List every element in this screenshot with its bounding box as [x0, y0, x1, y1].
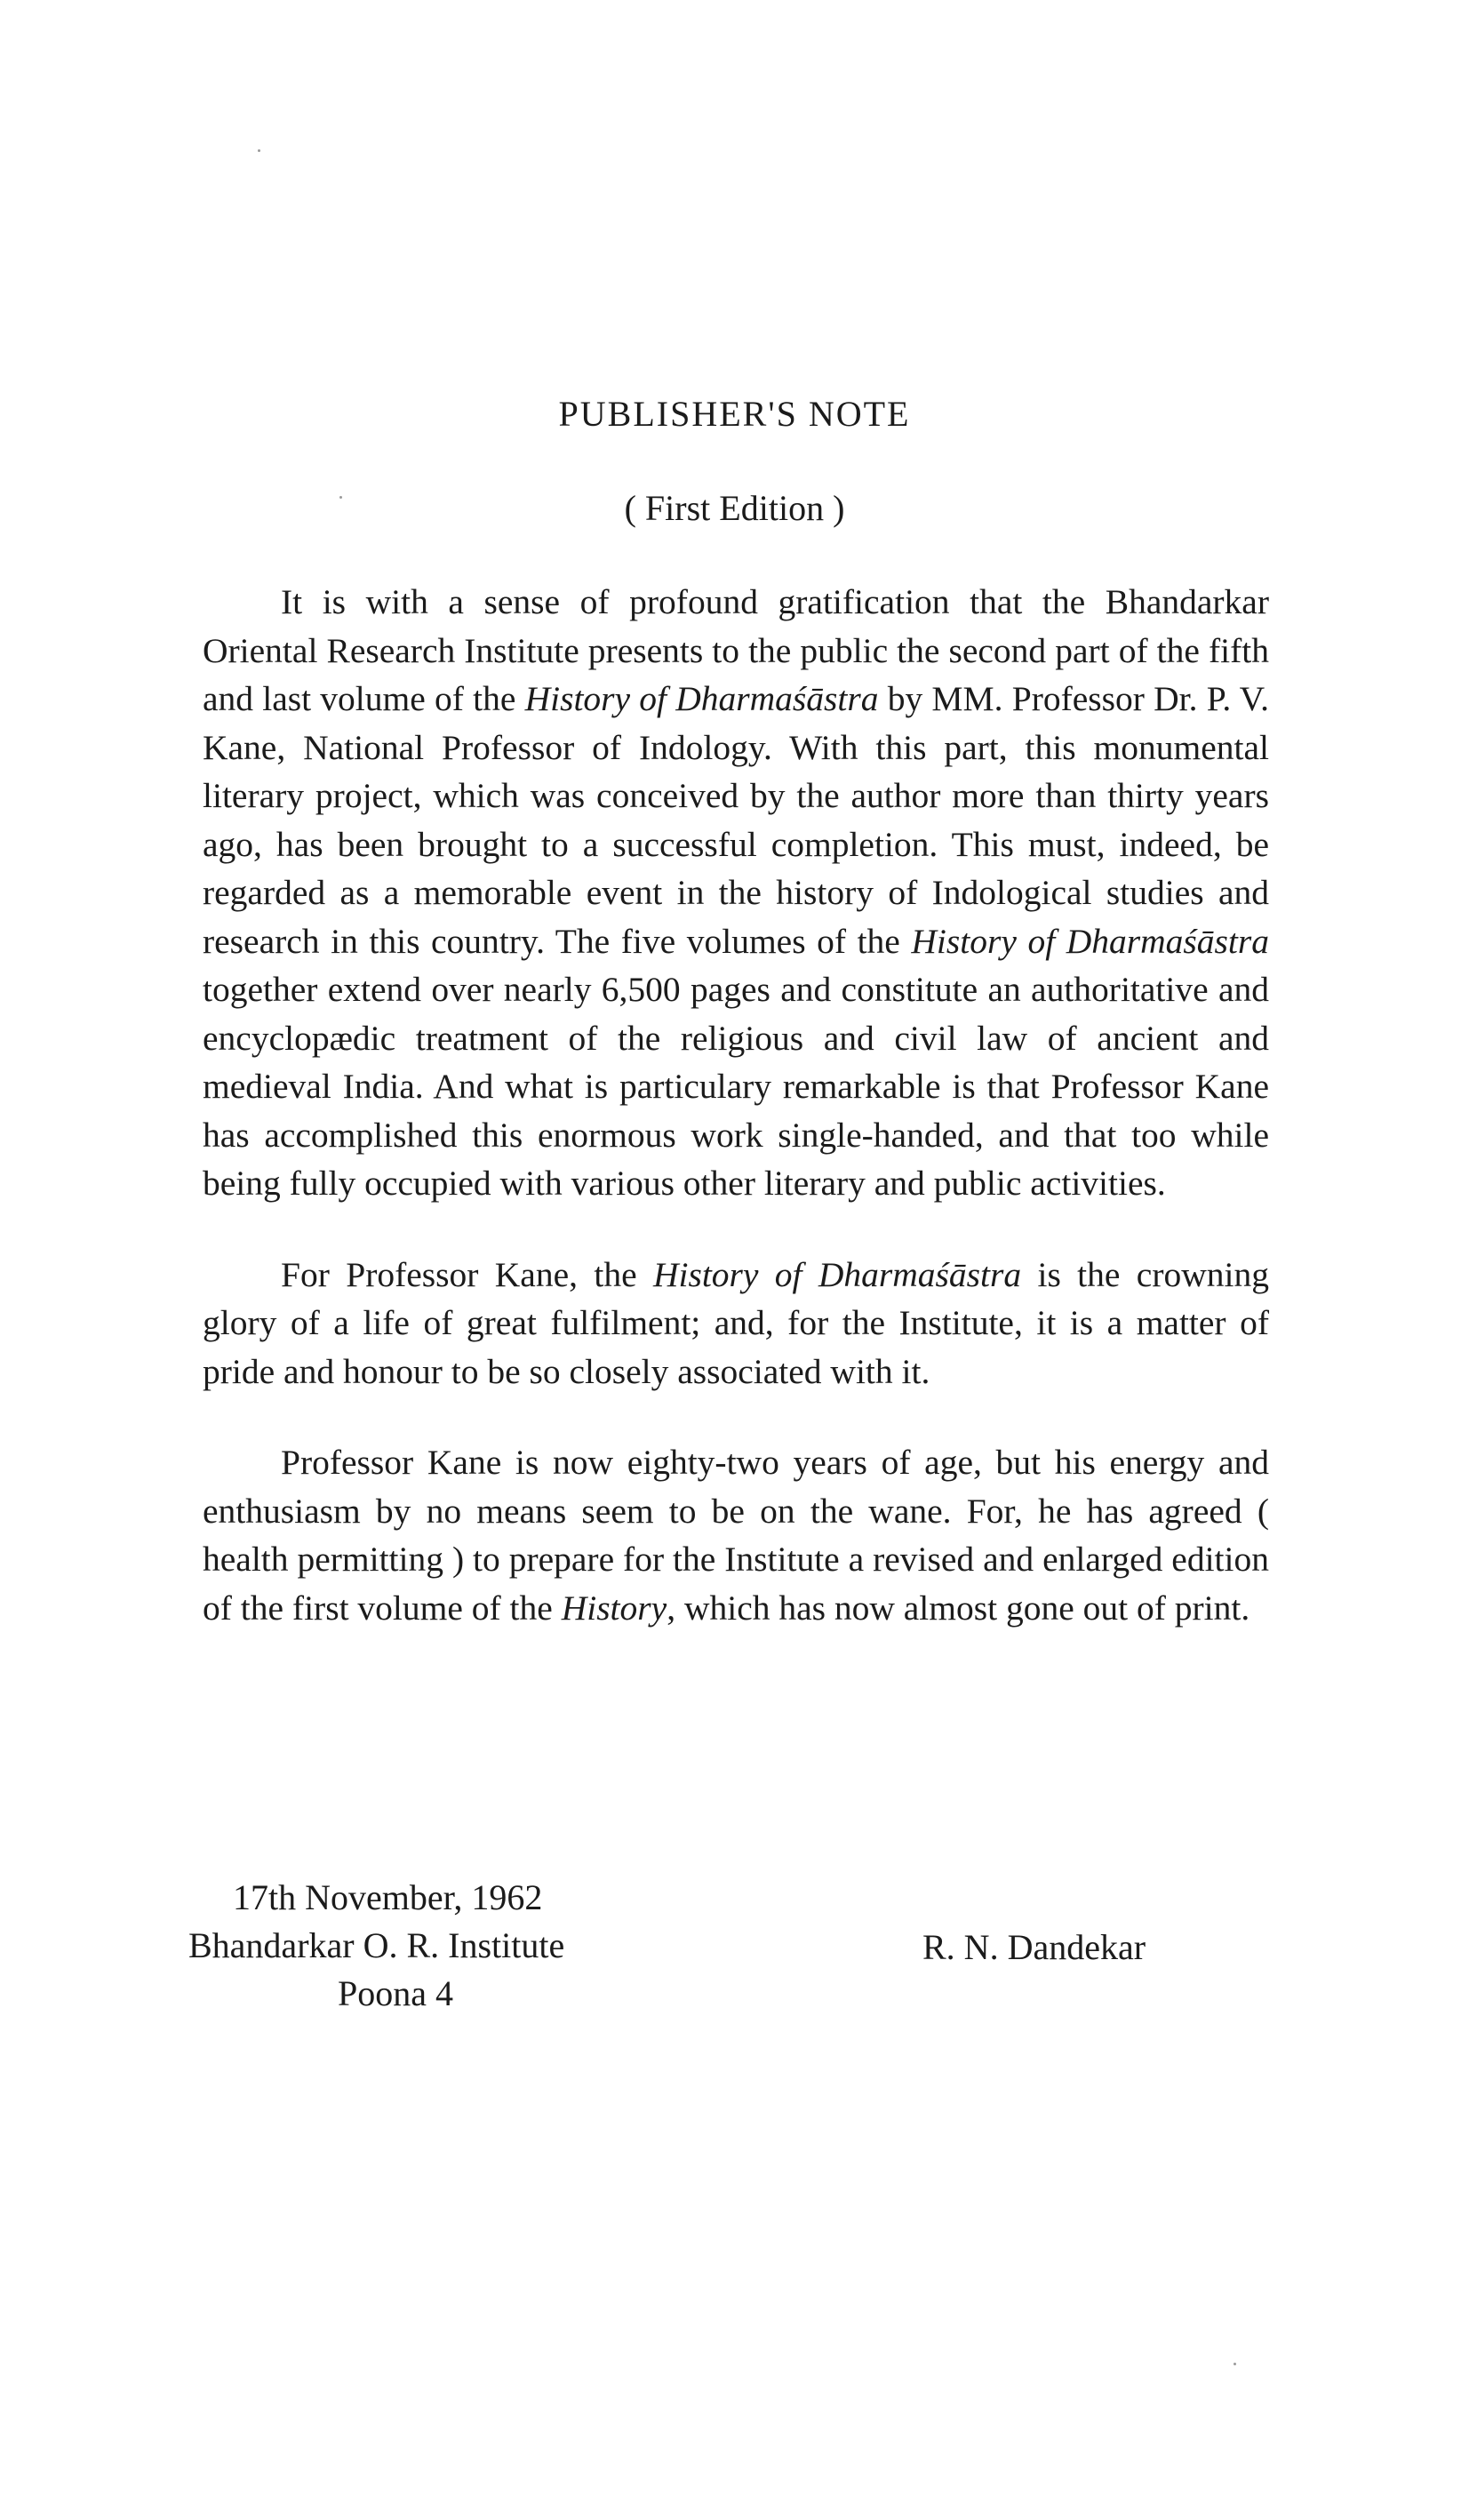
paragraph-text: by MM. Professor Dr. P. V. Kane, National Professor of Indology. With this part, this monumental literary project, which was conceived by the author more than thirty years ago, has been brought to a successful completion. This must, indeed, be regarded as a memorable event in the history of Indological studies and research in this country. The five volumes of the: [203, 679, 1269, 961]
paragraph-2: [203, 1251, 1269, 1396]
paragraph-3: [203, 1438, 1269, 1632]
edition-label: ( First Edition ): [624, 488, 845, 528]
signatory-name: R. N. Dandekar: [922, 1927, 1146, 1967]
page-title: PUBLISHER'S NOTE: [558, 394, 911, 434]
paragraph-text: Professor Kane is now eighty-two years of age, but his energy and enthusiasm by no means seem to be on the wane. For, he has agreed ( health permitting ) to prepare for the Institute a revised and enlarged edition of the first volume of the: [203, 1443, 1269, 1628]
paragraph-text: , which has now almost gone out of print.: [667, 1588, 1250, 1628]
paragraph-text: For Professor Kane, the: [281, 1254, 653, 1294]
paragraph-text: together extend over nearly 6,500 pages and constitute an authoritative and encyclopædic treatment of the religious and civil law of ancient and medieval India. And what is particulary remarkable is that Professor Kane has accomplished this enormous work single-handed, and that too while being fully occupied with various other literary and public activities.: [203, 970, 1269, 1203]
book-title: History of Dharmaśāstra: [652, 1254, 1022, 1294]
signature-city: Poona 4: [338, 1973, 453, 2013]
paragraph-text: is the crowning glory of a life of great fulfilment; and, for the Institute, it is a matter of pride and honour to be so closely associated with it.: [203, 1254, 1269, 1391]
note-body: [203, 578, 1269, 1675]
scan-speck: [258, 149, 260, 152]
signature-block: [188, 1874, 564, 2018]
scan-speck: [1233, 2363, 1236, 2365]
signature-place: Bhandarkar O. R. Institute: [188, 1925, 565, 1965]
book-title: History of Dharmaśāstra: [911, 921, 1269, 961]
paragraph-text: It is with a sense of profound gratification that the Bhandarkar Oriental Research Institute presents to the public the second part of the fifth and last volume of the: [203, 582, 1269, 718]
paragraph-1: [203, 578, 1269, 1208]
book-title: History: [561, 1588, 667, 1628]
signature-date: 17th November, 1962: [233, 1877, 543, 1917]
book-title: History of Dharmaśāstra: [524, 679, 879, 718]
